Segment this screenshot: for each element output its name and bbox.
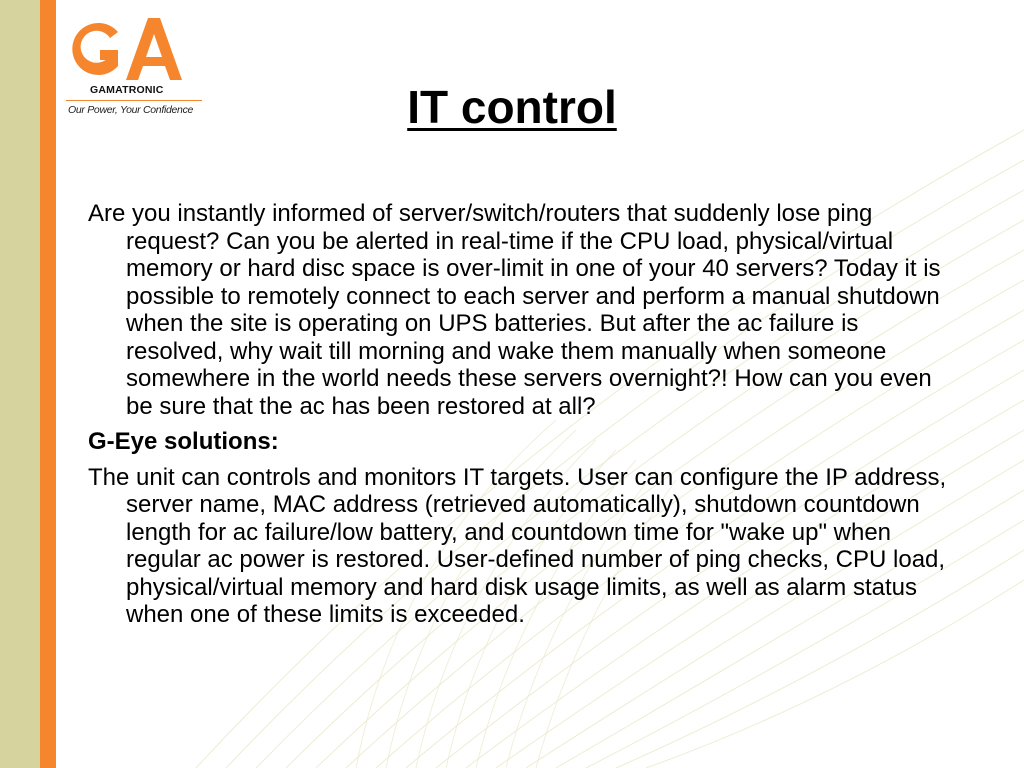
body-heading-solutions: G-Eye solutions: [88, 428, 279, 455]
slide-body [88, 200, 948, 637]
logo-company-name: GAMATRONIC [90, 84, 164, 96]
slide-title: IT control [407, 81, 617, 133]
body-paragraph-intro: Are you instantly informed of server/switch/routers that suddenly lose ping request? Can you be alerted in real-time if the CPU load, physical/virtual memory or hard disc space is over-limit in one of your 40 servers? Today it is possible to remotely connect to each server and perform a manual shutdown when the site is operating on UPS batteries. But after the ac failure is resolved, why wait till morning and wake them manually when someone somewhere in the world needs these servers overnight?! How can you even be sure that the ac has been restored at all? [88, 200, 941, 420]
logo-tagline: Our Power, Your Confidence [68, 104, 194, 116]
ga-logo-mark-icon [66, 14, 186, 84]
body-paragraph-description: The unit can controls and monitors IT targets. User can configure the IP address, server name, MAC address (retrieved automatically), shutdown countdown length for ac failure/low battery, and countdown time for "wake up" when regular ac power is restored. User-defined number of ping checks, CPU load, physical/virtual memory and hard disk usage limits, as well as alarm status when one of these limits is exceeded. [88, 463, 947, 628]
